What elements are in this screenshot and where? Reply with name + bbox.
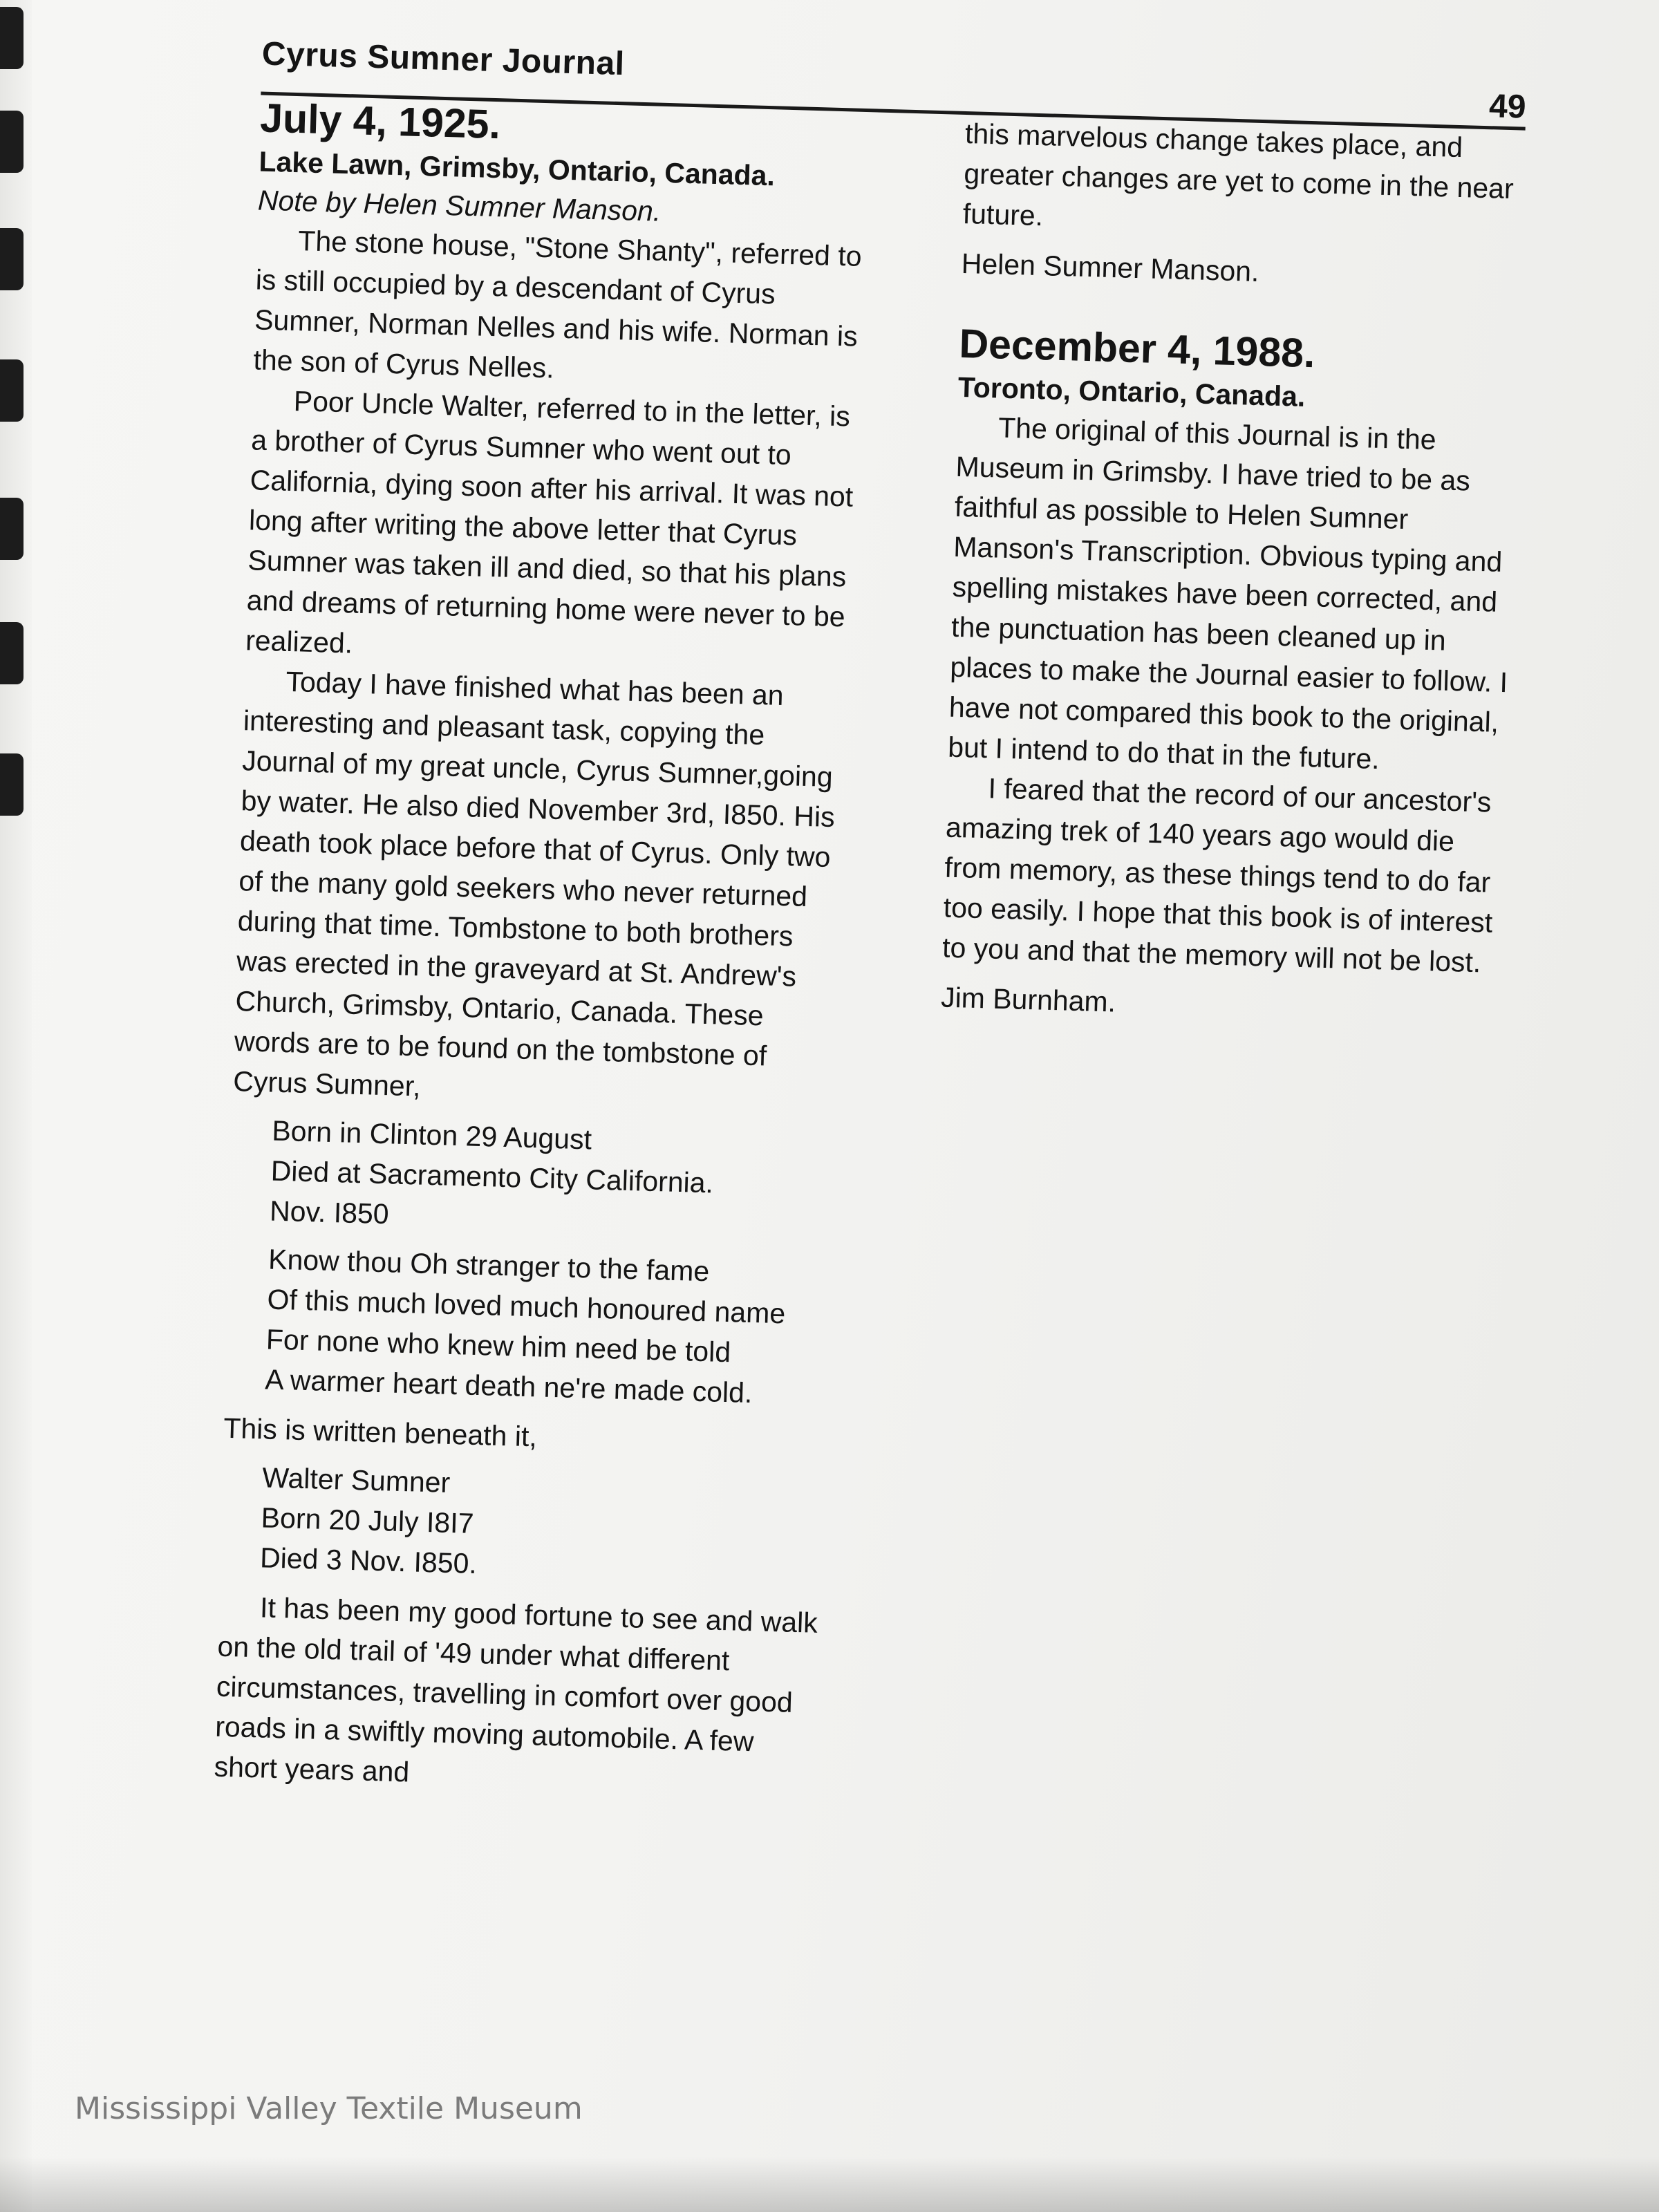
inscription-line: Born in Clinton 29 August — [271, 1114, 592, 1156]
entry-note: Note by Helen Sumner Manson. — [257, 184, 662, 227]
page-edge-shadow — [0, 2157, 1659, 2212]
binding-ring — [0, 7, 24, 69]
paragraph: I feared that the record of our ancestor's amazing trek of 140 years ago would die from memory, as these things tend to do far too easily. I hope that this book is of interest to you and that the memory will not be lost. — [941, 772, 1493, 979]
paragraph: The stone house, "Stone Shanty", referred to is still occupied by a descendant of Cyrus Sumner, Norman Nelles and his wife. Norman is the son of Cyrus Nelles. — [252, 225, 863, 384]
walter-inscription — [219, 1456, 831, 1594]
binding-ring — [0, 622, 24, 684]
binding-ring — [0, 228, 24, 290]
paragraph: Poor Uncle Walter, referred to in the letter, is a brother of Cyrus Sumner who went out to California, dying soon after his arrival. It was not long after writing the above letter that Cyrus Sumner was taken ill and died, so that his plans and dreams of returning home were never to be realized. — [245, 385, 854, 659]
paragraph: Today I have finished what has been an interesting and pleasant task, copying the Journal of my great uncle, Cyrus Sumner,going by water. He also died November 3rd, I850. His death took place before that of Cyrus. Only two of the many gold seekers who never returned during that time. Tombstone to both brothers was erected in the graveyard at St. Andrew's Church, Grimsby, Ontario, Canada. These words are to be found on the tombstone of Cyrus Sumner, — [232, 665, 836, 1103]
beneath-intro: This is written beneath it, — [223, 1412, 538, 1453]
left-column — [214, 94, 869, 1804]
signature: Helen Sumner Manson. — [961, 247, 1260, 288]
inscription-line: Nov. I850 — [269, 1194, 390, 1230]
inscription-line: Walter Sumner — [261, 1461, 451, 1499]
right-column — [940, 113, 1532, 1033]
closing-paragraph: It has been my good fortune to see and walk on the old trail of '49 under what different circumstances, travelling in comfort over good roads in a swiftly moving automobile. A few short years and — [214, 1591, 818, 1788]
epitaph-line: A warmer heart death ne're made cold. — [264, 1363, 753, 1409]
running-title: Cyrus Sumner Journal — [261, 35, 626, 83]
inscription-line: Died 3 Nov. I850. — [259, 1541, 478, 1580]
epitaph-line: Of this much loved much honoured name — [267, 1283, 786, 1330]
binding-ring — [0, 359, 24, 422]
watermark: Mississippi Valley Textile Museum — [75, 2091, 583, 2126]
printed-sheet — [196, 28, 1548, 1971]
continued-paragraph: this marvelous change takes place, and greater changes are yet to come in the near future. — [962, 117, 1515, 232]
paragraph: The original of this Journal is in the Museum in Grimsby. I have tried to be as faithful as possible to Helen Sumner Manson's Transcription. Obvious typing and spelling mistakes have been corrected, and the punctuation has been cleaned up in places to make the Journal easier to follow. I have not compared this book to the original, but I intend to do that in the future. — [947, 411, 1508, 776]
epitaph-line: Know thou Oh stranger to the fame — [268, 1243, 710, 1288]
entry-date-heading: July 4, 1925. — [259, 95, 501, 148]
tombstone-inscription — [229, 1109, 841, 1247]
inscription-line: Died at Sacramento City California. — [270, 1154, 714, 1199]
signature: Jim Burnham. — [940, 981, 1116, 1018]
entry-place: Lake Lawn, Grimsby, Ontario, Canada. — [258, 145, 776, 192]
spiral-binding — [0, 0, 32, 2212]
epitaph-line: For none who knew him need be told — [265, 1323, 731, 1369]
binding-ring — [0, 498, 24, 560]
entry-place: Toronto, Ontario, Canada. — [957, 371, 1306, 413]
page-number: 49 — [1488, 88, 1527, 126]
binding-ring — [0, 111, 24, 173]
inscription-line: Born 20 July I8I7 — [261, 1501, 475, 1539]
epitaph-verse — [225, 1238, 837, 1415]
entry-date-heading: December 4, 1988. — [958, 320, 1316, 377]
binding-ring — [0, 753, 24, 816]
